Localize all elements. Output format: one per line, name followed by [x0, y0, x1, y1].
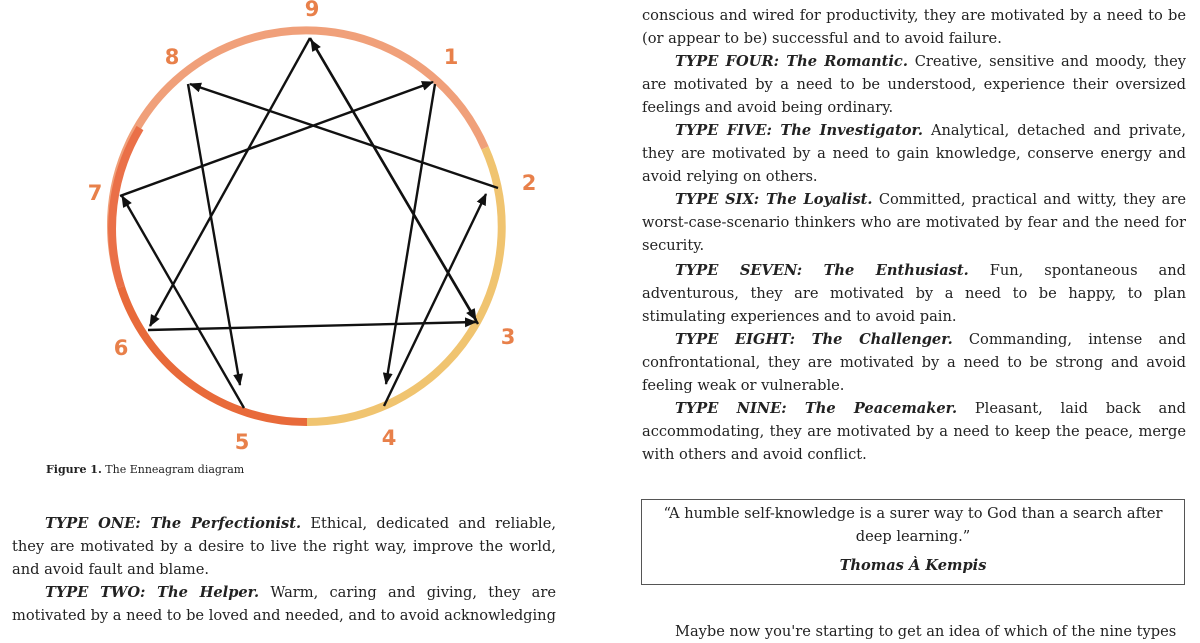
arrow-8-to-5	[188, 84, 240, 385]
quote-text: “A humble self-knowledge is a surer way to God than a search after deep learning.”	[663, 505, 1163, 545]
quote-box	[641, 499, 1185, 585]
type-five-body: Analytical, detached and private, they are motivated by a need to gain knowledge, conserve energy and avoid relying on others.	[642, 122, 1186, 185]
enneagram-diagram	[0, 0, 600, 460]
type-two-title: TYPE TWO: The Helper.	[45, 584, 260, 601]
figure-caption-label: Figure 1.	[46, 463, 102, 476]
paragraph-type-two	[12, 581, 556, 627]
label-8: 8	[164, 45, 180, 69]
type-seven-title: TYPE SEVEN: The Enthusiast.	[675, 262, 969, 279]
arrow-1-to-4	[386, 84, 435, 384]
type-one-title: TYPE ONE: The Perfectionist.	[45, 515, 302, 532]
type-one-body: Ethical, dedicated and reliable, they are motivated by a desire to live the right way, improve the world, and avoid fault and blame.	[12, 515, 556, 578]
figure-caption-text: The Enneagram diagram	[101, 463, 245, 476]
type-nine-title: TYPE NINE: The Peacemaker.	[675, 400, 958, 417]
paragraph-type-one	[12, 512, 556, 581]
bottom-cut-text	[642, 620, 1186, 643]
ring-arc-right	[307, 148, 502, 422]
type-six-title: TYPE SIX: The Loyalist.	[675, 191, 873, 208]
label-5: 5	[234, 430, 250, 454]
paragraph-type-seven	[642, 259, 1186, 328]
type-four-body: Creative, sensitive and moody, they are motivated by a need to be understood, experience their oversized feelings and avoid being ordinary.	[642, 53, 1186, 116]
type-nine-body: Pleasant, laid back and accommodating, they are motivated by a need to keep the peace, merge with others and avoid conflict.	[642, 400, 1187, 463]
paragraph-type-eight	[642, 328, 1186, 397]
label-2: 2	[521, 171, 537, 195]
label-1: 1	[443, 45, 459, 69]
paragraph-type-nine	[642, 397, 1186, 466]
paragraph-type-six	[642, 188, 1186, 257]
type-eight-body: Commanding, intense and confrontational, they are motivated by a need to be strong and avoid feeling weak or vulnerable.	[642, 331, 1186, 394]
bottom-cut-text-content: Maybe now you're starting to get an idea of which of the nine types	[675, 623, 1177, 640]
type-eight-title: TYPE EIGHT: The Challenger.	[675, 331, 953, 348]
paragraph-type-four	[642, 50, 1186, 119]
quote-author: Thomas À Kempis	[839, 557, 987, 574]
type-seven-body: Fun, spontaneous and adventurous, they are motivated by a need to be happy, to plan stimulating experiences and to avoid pain.	[642, 262, 1187, 325]
label-4: 4	[381, 426, 397, 450]
paragraph-type-five	[642, 119, 1186, 188]
label-7: 7	[87, 181, 103, 205]
label-6: 6	[113, 336, 129, 360]
type-four-title: TYPE FOUR: The Romantic.	[675, 53, 908, 70]
figure-caption	[46, 463, 244, 476]
type-six-body: Committed, practical and witty, they are worst-case-scenario thinkers who are motivated by fear and the need for security.	[642, 191, 1186, 254]
label-9: 9	[304, 0, 320, 21]
arrow-3-to-9	[311, 40, 478, 324]
type-two-body: Warm, caring and giving, they are motivated by a need to be loved and needed, and to avoid acknowledging	[12, 584, 556, 624]
type-five-title: TYPE FIVE: The Investigator.	[675, 122, 923, 139]
label-3: 3	[500, 325, 516, 349]
paragraph-type-three-fragment: conscious and wired for productivity, they are motivated by a need to be (or appear to be) successful and to avoid failure.	[642, 7, 1186, 47]
ring-arc-left	[112, 128, 140, 287]
